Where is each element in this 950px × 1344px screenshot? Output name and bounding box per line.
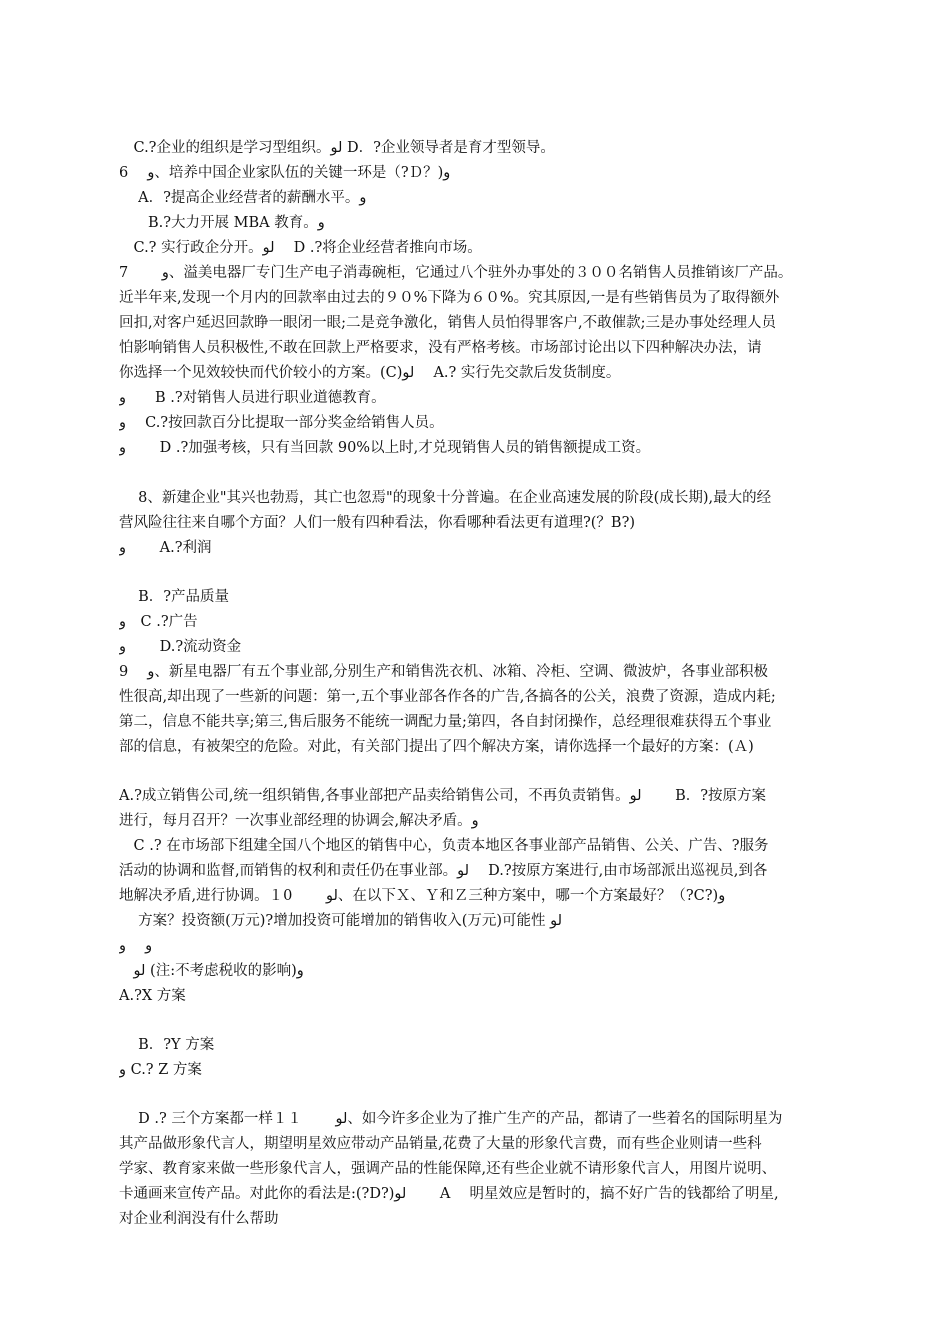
- text-line: 方案？投资额(万元)?增加投资可能增加的销售收入(万元)可能性 لو: [119, 913, 563, 929]
- text-line: و A.?利润: [119, 540, 212, 556]
- text-line: و D.?流动资金: [119, 639, 242, 655]
- text-line: 9 و、新星电器厂有五个事业部,分别生产和销售洗衣机、冰箱、冷柜、空调、微波炉，各事业部积极: [119, 664, 768, 680]
- text-line: B．?Y 方案: [119, 1037, 215, 1053]
- text-line: 第二，信息不能共享;第三,售后服务不能统一调配力量;第四，各自封闭操作，总经理很难获得五个事业: [119, 714, 772, 730]
- text-line: 营风险往往来自哪个方面？人们一般有四种看法，你看哪种看法更有道理?(？B?): [119, 515, 636, 531]
- text-line: C.?企业的组织是学习型组织。لو D．?企业领导者是育才型领导。: [119, 140, 555, 156]
- text-line: 地解决矛盾,进行协调。１0 لو、在以下Ｘ、Ｙ和Ｚ三种方案中，哪一个方案最好？（?C?)و: [119, 888, 726, 904]
- text-line: و و: [119, 938, 153, 954]
- text-line: C .? 在市场部下组建全国八个地区的销售中心，负责本地区各事业部产品销售、公关、广告、?服务: [119, 838, 769, 854]
- text-line: 8、新建企业"其兴也勃焉，其亡也忽焉"的现象十分普遍。在企业高速发展的阶段(成长期),最大的经: [119, 490, 772, 506]
- text-line: 6 و、培养中国企业家队伍的关键一环是（?Ｄ？)و: [119, 165, 451, 181]
- text-line: 你选择一个见效较快而代价较小的方案。(C)لو A.? 实行先交款后发货制度。: [119, 365, 621, 381]
- text-line: 对企业利润没有什么帮助: [119, 1211, 279, 1227]
- text-line: 进行，每月召开？一次事业部经理的协调会,解决矛盾。و: [119, 813, 479, 829]
- text-line: و C.?按回款百分比提取一部分奖金给销售人员。: [119, 415, 444, 431]
- text-line: 其产品做形象代言人，期望明星效应带动产品销量,花费了大量的形象代言费，而有些企业则请一些科: [119, 1136, 762, 1152]
- text-line: 性很高,却出现了一些新的问题：第一,五个事业部各作各的广告,各搞各的公关，浪费了资源，造成内耗;: [119, 689, 776, 705]
- text-line: 怕影响销售人员积极性,不敢在回款上严格要求，没有严格考核。市场部讨论出以下四种解决办法，请: [119, 340, 762, 356]
- text-line: B．?产品质量: [119, 589, 230, 605]
- text-line: و D .?加强考核，只有当回款 90%以上时,才兑现销售人员的销售额提成工资。: [119, 440, 651, 456]
- text-line: 卡通画来宣传产品。对此你的看法是:(?D?)لو A 明星效应是暂时的，搞不好广告的钱都给了明星,: [119, 1186, 779, 1202]
- text-line: لو (注:不考虑税收的影响)و: [119, 963, 304, 979]
- text-line: D .? 三个方案都一样１１ لو、如今许多企业为了推广生产的产品，都请了一些着名的国际明星为: [119, 1111, 783, 1127]
- text-line: 近半年来,发现一个月内的回款率由过去的９０%下降为６０%。究其原因,一是有些销售员为了取得额外: [119, 290, 780, 306]
- text-line: 回扣,对客户延迟回款睁一眼闭一眼;二是竞争激化，销售人员怕得罪客户,不敢催款;三是办事处经理人员: [119, 315, 776, 331]
- text-line: و C.? Z 方案: [119, 1062, 202, 1078]
- text-line: B.?大力开展 MBA 教育。و: [119, 215, 325, 231]
- text-line: 活动的协调和监督,而销售的权利和责任仍在事业部。لو D.?按原方案进行,由市场部派出巡视员,到各: [119, 863, 768, 879]
- text-line: A.?成立销售公司,统一组织销售,各事业部把产品卖给销售公司，不再负责销售。لو B．?按原方案: [119, 788, 767, 804]
- text-line: 学家、教育家来做一些形象代言人，强调产品的性能保障,还有些企业就不请形象代言人，用图片说明、: [119, 1161, 777, 1177]
- text-line: و C .?广告: [119, 614, 198, 630]
- text-line: C.? 实行政企分开。لو D .?将企业经营者推向市场。: [119, 240, 482, 256]
- text-line: و B .?对销售人员进行职业道德教育。: [119, 390, 386, 406]
- text-line: 7 و、溢美电器厂专门生产电子消毒碗柜，它通过八个驻外办事处的３００名销售人员推销该厂产品。: [119, 265, 793, 281]
- text-line: 部的信息，有被架空的危险。对此，有关部门提出了四个解决方案，请你选择一个最好的方案：(Ａ): [119, 739, 754, 755]
- text-line: A．?提高企业经营者的薪酬水平。و: [119, 190, 367, 206]
- text-line: A.?X 方案: [119, 988, 186, 1004]
